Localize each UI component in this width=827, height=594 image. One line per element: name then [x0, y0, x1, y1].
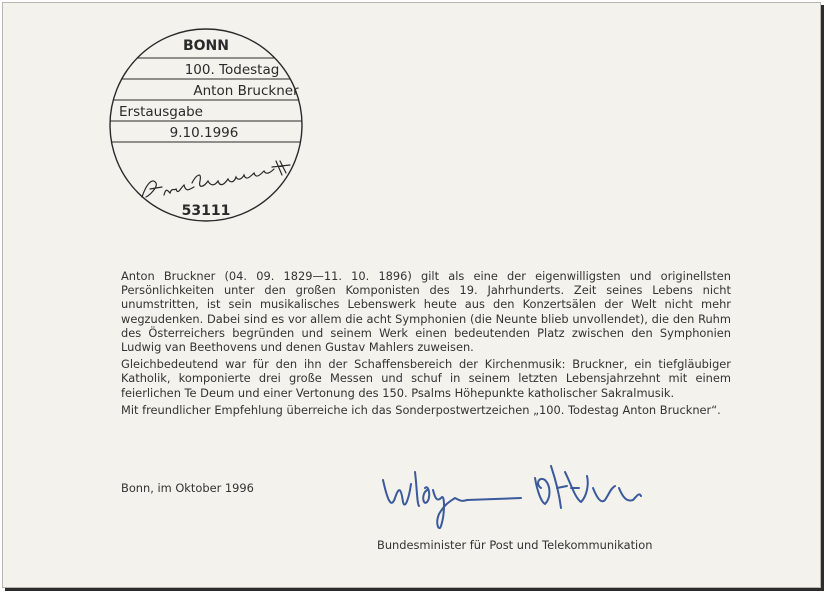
postmark-city: BONN [182, 38, 230, 54]
postmark-line1: 100. Todestag [184, 62, 280, 78]
card [2, 2, 821, 588]
letter-body [121, 269, 731, 420]
letter-paragraph-3: Mit freundlicher Empfehlung überreiche ich das Sonderpostwertzeichen „100. Todestag Anton Bruckner“. [121, 402, 721, 417]
place-date: Bonn, im Oktober 1996 [121, 481, 254, 495]
signer-title: Bundesminister für Post und Telekommunikation [377, 538, 653, 552]
postmark-date: 9.10.1996 [169, 125, 239, 141]
letter-paragraph-1: Anton Bruckner (04. 09. 1829—11. 10. 1896) gilt als eine der eigenwilligsten und originellsten Persönlichkeiten unter den großen Komponisten des 19. Jahrhunderts. Zeit seines Lebens nicht unumstritten, ist sein musikalisches Lebenswerk heute aus den Konzertsälen der Welt nicht mehr wegzudenken. Dabei sind es vor allem die acht Symphonien (die Neunte blieb unvollendet), die den Ruhm des Österreichers begründen und seinem Werk einen bedeutenden Platz zwischen den Symphonien Ludwig van Beethovens und denen Gustav Mahlers zuweisen. [121, 269, 731, 355]
postmark [106, 25, 306, 225]
postmark-postcode: 53111 [181, 203, 231, 219]
postmark-signature-drawing [142, 161, 290, 197]
letter-paragraph-2: Gleichbedeutend war für den ihn der Schaffensbereich der Kirchenmusik: Bruckner, ein tiefgläubiger Katholik, komponierte drei große Messen und schuf in seinem letzten Lebensjahrzehnt mit einem feierlichen Te Deum und einer Vertonung des 150. Psalms Höhepunkte katholischer Sakralmusik. [121, 357, 731, 400]
postmark-graphic [106, 25, 306, 225]
minister-signature [375, 458, 675, 538]
postmark-line3: Erstausgabe [119, 104, 203, 120]
postmark-line2: Anton Bruckner [193, 83, 299, 99]
